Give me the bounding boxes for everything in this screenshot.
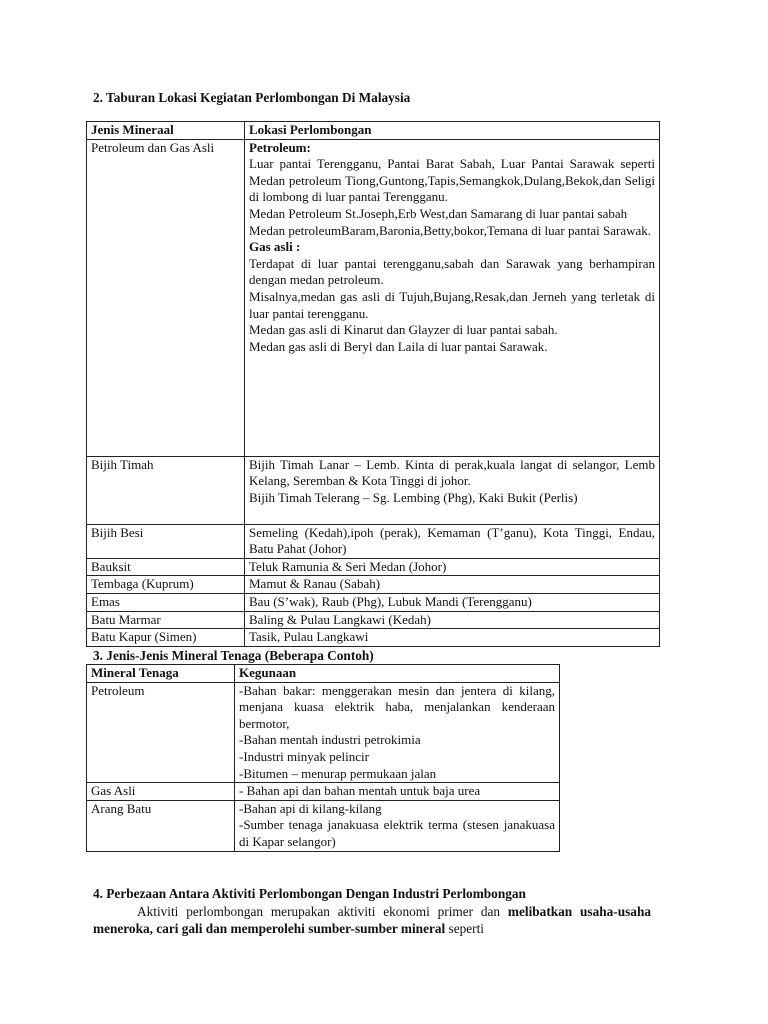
header-kegunaan: Kegunaan [235,665,560,683]
timah-line: Bijih Timah Telerang – Sg. Lembing (Phg), Kaki Bukit (Perlis) [249,489,578,505]
gas-line: Misalnya,medan gas asli di Tujuh,Bujang,Resak,dan Jerneh yang terletak di luar pantai terengganu. [249,288,655,321]
section-4-title: 4. Perbezaan Antara Aktiviti Perlombongan Dengan Industri Perlombongan [93,886,526,901]
kegunaan-line: -Bahan api di kilang-kilang [239,800,382,816]
lokasi-cell: Teluk Ramunia & Seri Medan (Johor) [245,558,660,576]
table-header-row [87,665,560,683]
kegunaan-cell [235,783,560,801]
mineral-cell: Bijih Besi [87,524,245,558]
header-mineral-tenaga: Mineral Tenaga [87,665,235,683]
lokasi-cell [245,456,660,524]
mineral-cell: Bauksit [87,558,245,576]
table-row [87,558,660,576]
table-header-row [87,122,660,140]
table-row [87,576,660,594]
table-row [87,800,560,851]
table-row [87,593,660,611]
mineral-cell: Emas [87,593,245,611]
gas-line: Terdapat di luar pantai terengganu,sabah dan Sarawak yang berhampiran dengan medan petroleum. [249,255,655,288]
section-3-title: 3. Jenis-Jenis Mineral Tenaga (Beberapa Contoh) [93,648,374,663]
mineral-cell: Tembaga (Kuprum) [87,576,245,594]
paragraph-text-start: Aktiviti perlombongan merupakan aktiviti ekonomi primer dan [137,904,508,919]
table-row [87,682,560,783]
energy-minerals-table [86,664,560,852]
petroleum-line: Medan Petroleum St.Joseph,Erb West,dan Samarang di luar pantai sabah [249,205,628,221]
kegunaan-line: -Bahan bakar: menggerakan mesin dan jentera di kilang, menjana kuasa elektrik haba, menjalankan kenderaan bermotor, [239,682,555,731]
kegunaan-cell [235,682,560,783]
mineral-cell: Bijih Timah [87,456,245,524]
section-2-title: 2. Taburan Lokasi Kegiatan Perlombongan Di Malaysia [93,90,411,105]
header-lokasi: Lokasi Perlombongan [245,122,660,140]
kegunaan-line: - Bahan api dan bahan mentah untuk baja urea [239,783,481,799]
table-row [87,456,660,524]
mineral-cell: Petroleum dan Gas Asli [87,139,245,456]
lokasi-cell [245,139,660,456]
table-row [87,783,560,801]
table-row [87,629,660,647]
mining-locations-table [86,121,660,647]
petroleum-line: Luar pantai Terengganu, Pantai Barat Sabah, Luar Pantai Sarawak seperti Medan petroleum Tiong,Guntong,Tapis,Semangkok,Dulang,Bekok,dan Seligi di lombong di luar pantai Terengganu. [249,156,655,205]
table-row [87,611,660,629]
lokasi-cell: Bau (S’wak), Raub (Phg), Lubuk Mandi (Terengganu) [245,593,660,611]
lokasi-cell: Tasik, Pulau Langkawi [245,629,660,647]
section-4-paragraph [93,903,651,937]
gas-line: Medan gas asli di Beryl dan Laila di luar pantai Sarawak. [249,338,548,354]
gas-heading: Gas asli : [249,239,301,255]
table-row [87,139,660,456]
paragraph-text-bold: melibatkan usaha-usaha meneroka, cari gali dan memperolehi sumber-sumber mineral [93,904,651,936]
petroleum-line: Medan petroleumBaram,Baronia,Betty,bokor,Temana di luar pantai Sarawak. [249,222,652,238]
mineral-cell: Batu Marmar [87,611,245,629]
kegunaan-cell [235,800,560,851]
lokasi-cell: Mamut & Ranau (Sabah) [245,576,660,594]
paragraph-text-end: seperti [445,921,484,936]
header-jenis-mineral: Jenis Mineraal [87,122,245,140]
kegunaan-line: -Bahan mentah industri petrokimia [239,732,421,748]
lokasi-cell: Semeling (Kedah),ipoh (perak), Kemaman (T’ganu), Kota Tinggi, Endau, Batu Pahat (Johor) [245,524,660,558]
kegunaan-line: -Industri minyak pelincir [239,748,369,764]
mineral-cell: Gas Asli [87,783,235,801]
petroleum-heading: Petroleum: [249,139,311,155]
table-row [87,524,660,558]
lokasi-cell: Baling & Pulau Langkawi (Kedah) [245,611,660,629]
mineral-cell: Batu Kapur (Simen) [87,629,245,647]
timah-line: Bijih Timah Lanar – Lemb. Kinta di perak,kuala langat di selangor, Lemb Kelang, Seremban & Kota Tinggi di johor. [249,456,655,489]
mineral-cell: Arang Batu [87,800,235,851]
kegunaan-line: -Bitumen – menurap permukaan jalan [239,765,437,781]
kegunaan-line: -Sumber tenaga janakuasa elektrik terma (stesen janakuasa di Kapar selangor) [239,817,555,849]
gas-line: Medan gas asli di Kinarut dan Glayzer di luar pantai sabah. [249,322,558,338]
mineral-cell: Petroleum [87,682,235,783]
